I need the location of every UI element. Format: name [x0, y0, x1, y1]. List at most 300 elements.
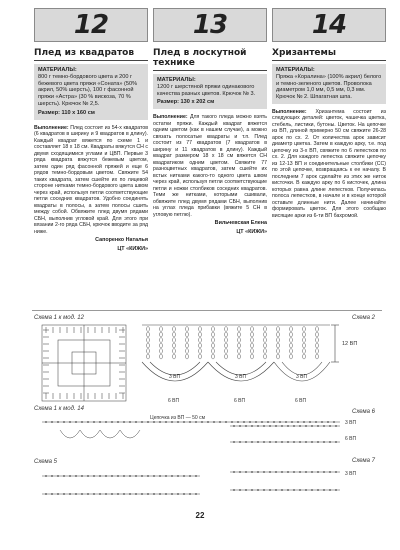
chain-stitch	[199, 332, 202, 337]
vp3-label: 3 ВП	[345, 471, 357, 477]
vp3-label: 3 ВП	[345, 420, 357, 426]
chain-stitch	[303, 332, 306, 337]
vp6-label: 6 ВП	[345, 436, 357, 442]
article-number: 12	[34, 8, 148, 42]
size-text: Размер: 110 х 160 см	[38, 109, 95, 116]
stitch-dot	[123, 475, 125, 477]
stitch-dot	[183, 493, 185, 495]
chain-stitch	[264, 338, 267, 343]
stitch-dot	[317, 425, 319, 427]
stitch-dot	[287, 471, 289, 473]
stitch-dot	[245, 489, 247, 491]
stitch-dot	[183, 421, 185, 423]
stitch-dot	[317, 489, 319, 491]
stitch-dot	[257, 441, 259, 443]
stitch-dot	[233, 425, 235, 427]
stitch-dot	[303, 421, 305, 423]
stitch-dot	[147, 475, 149, 477]
chain-stitch	[212, 354, 215, 359]
chain-stitch	[186, 354, 189, 359]
stitch-dot	[147, 493, 149, 495]
stitch-dot	[335, 425, 337, 427]
stitch-dot	[123, 493, 125, 495]
petal-chain-diagram	[142, 325, 339, 381]
chain-stitch	[277, 332, 280, 337]
stitch-dot	[323, 441, 325, 443]
chain-stitch	[160, 327, 163, 332]
stitch-dot	[135, 475, 137, 477]
size-text: Размер: 130 х 202 см	[157, 99, 215, 106]
stitch-dot	[177, 421, 179, 423]
stitch-dot	[305, 489, 307, 491]
shop: ЦТ «КИЖИ»	[236, 228, 267, 235]
materials-heading: МАТЕРИАЛЫ:	[276, 67, 315, 73]
stitch-dot	[269, 489, 271, 491]
chain-stitch	[303, 338, 306, 343]
stitch-dot	[159, 421, 161, 423]
chain-stitch	[225, 327, 228, 332]
stitch-dot	[207, 421, 209, 423]
stitch-dot	[57, 493, 59, 495]
chain-stitch	[238, 354, 241, 359]
stitch-dot	[171, 421, 173, 423]
stitch-dot	[177, 475, 179, 477]
chain-stitch	[238, 327, 241, 332]
page-number: 22	[195, 511, 205, 520]
chain-stitch	[160, 349, 163, 354]
stitch-dot	[171, 475, 173, 477]
stitch-dot	[257, 471, 259, 473]
stitch-dot	[219, 421, 221, 423]
stitch-dot	[317, 471, 319, 473]
vp3-label: 3 ВП	[169, 374, 181, 380]
stitch-dot	[225, 421, 227, 423]
stitch-dot	[233, 471, 235, 473]
stitch-dot	[263, 441, 265, 443]
stitch-dot	[269, 441, 271, 443]
stitch-dot	[293, 441, 295, 443]
stitch-dot	[281, 471, 283, 473]
stitch-dot	[129, 475, 131, 477]
stitch-dot	[245, 441, 247, 443]
stitch-dot	[165, 475, 167, 477]
chain-stitch	[251, 349, 254, 354]
stitch-rows-diagram	[42, 422, 340, 494]
stitch-dot	[69, 493, 71, 495]
stitch-dot	[117, 493, 119, 495]
chain-loops	[147, 327, 319, 359]
chain-stitch	[277, 354, 280, 359]
materials-heading: МАТЕРИАЛЫ:	[38, 67, 77, 73]
stitch-dot	[239, 471, 241, 473]
article-title: Хризантемы	[272, 48, 386, 61]
stitch-dot	[311, 441, 313, 443]
stitch-dot	[327, 421, 329, 423]
stitch-dot	[105, 493, 107, 495]
stitch-dot	[287, 489, 289, 491]
article-title: Плед из квадратов	[34, 48, 148, 61]
stitch-dot	[269, 425, 271, 427]
stitch-dot	[251, 425, 253, 427]
materials-text: 1200 г шерстяной пряжи одинакового качества разных цветов. Крючок № 3.	[157, 83, 256, 97]
stitch-dot	[177, 493, 179, 495]
chain-stitch	[147, 332, 150, 337]
stitch-dot	[189, 493, 191, 495]
stitch-dot	[263, 471, 265, 473]
chain-stitch	[212, 327, 215, 332]
instructions-body: Для такого пледа можно взять остатки пряжи. Каждый квадрат вяжется одним цветом (как в нашем случае), а можно связать полосатые квадраты и т.п. Плед состоит из 77 квадратов (7 квадратов в ширину и 11 квадратов в длину). Каждый квадрат размером 18 х 18 см вяжется СН квадратиком одним цветом. Свяжите 77 разноцветных квадратов, затем сшейте их встык нитками какого-то одного цвета швом через край, используя петли соответствующие петли и ножки столбиков соседних квадратов. Теми же нитками, которыми сшивали, обвяжите плед двумя рядами СБН, выполнив на углах пледа прибавки (вяжите 5 СН в угловую петлю).	[153, 114, 267, 218]
chain-stitch	[264, 343, 267, 348]
materials-heading: МАТЕРИАЛЫ:	[157, 77, 196, 83]
chain-stitch	[290, 327, 293, 332]
chain-stitch	[225, 343, 228, 348]
chain-stitch	[212, 338, 215, 343]
chain-stitch	[186, 349, 189, 354]
stitch-dot	[195, 475, 197, 477]
stitch-dot	[299, 471, 301, 473]
stitch-dot	[99, 493, 101, 495]
stitch-dot	[293, 471, 295, 473]
vp6-label: 6 ВП	[168, 398, 180, 404]
chain-stitch	[160, 338, 163, 343]
chain-length-label: Цепочка из ВП — 50 см	[150, 415, 205, 421]
chain-stitch	[186, 332, 189, 337]
stitch-dot	[287, 441, 289, 443]
chain-stitch	[225, 349, 228, 354]
chain-stitch	[277, 338, 280, 343]
chain-stitch	[212, 343, 215, 348]
chain-stitch	[147, 343, 150, 348]
stitch-dot	[305, 425, 307, 427]
stitch-dot	[335, 471, 337, 473]
instructions-label: Выполнение:	[34, 124, 69, 131]
stitch-dot	[99, 421, 101, 423]
chain-stitch	[238, 338, 241, 343]
stitch-dot	[297, 421, 299, 423]
scheme-6-label: Схема 6	[352, 409, 375, 415]
stitch-dot	[287, 425, 289, 427]
chain-stitch	[290, 354, 293, 359]
stitch-dot	[147, 421, 149, 423]
chain-stitch	[303, 349, 306, 354]
stitch-dot	[141, 475, 143, 477]
stitch-dot	[237, 421, 239, 423]
stitch-dot	[63, 493, 65, 495]
chain-stitch	[147, 354, 150, 359]
stitch-dot	[255, 421, 257, 423]
stitch-dot	[329, 425, 331, 427]
chain-stitch	[316, 327, 319, 332]
stitch-dot	[323, 471, 325, 473]
scheme-3-label: Схема 1 к мод. 14	[34, 406, 84, 412]
vp6-label: 6 ВП	[295, 398, 307, 404]
chain-stitch	[303, 327, 306, 332]
stitch-dot	[239, 441, 241, 443]
stitch-dot	[93, 421, 95, 423]
chain-stitch	[199, 327, 202, 332]
stitch-dot	[45, 493, 47, 495]
stitch-dot	[141, 493, 143, 495]
chain-stitch	[290, 349, 293, 354]
chain-stitch	[316, 354, 319, 359]
chain-stitch	[225, 332, 228, 337]
stitch-dot	[189, 421, 191, 423]
chain-stitch	[251, 332, 254, 337]
stitch-dot	[141, 421, 143, 423]
chain-stitch	[212, 332, 215, 337]
chain-stitch	[199, 343, 202, 348]
chain-stitch	[290, 343, 293, 348]
chain-stitch	[264, 354, 267, 359]
stitch-dot	[321, 421, 323, 423]
chain-stitch	[173, 338, 176, 343]
stitch-dot	[111, 493, 113, 495]
stitch-dot	[231, 421, 233, 423]
stitch-dot	[273, 421, 275, 423]
stitch-dot	[87, 493, 89, 495]
stitch-dot	[111, 475, 113, 477]
stitch-dot	[323, 489, 325, 491]
stitch-dot	[275, 489, 277, 491]
stitch-dot	[311, 471, 313, 473]
chain-stitch	[147, 338, 150, 343]
stitch-dot	[69, 475, 71, 477]
stitch-dot	[233, 441, 235, 443]
chain-stitch	[316, 338, 319, 343]
stitch-dot	[305, 441, 307, 443]
stitch-dot	[45, 421, 47, 423]
stitch-dot	[117, 421, 119, 423]
stitch-dot	[99, 475, 101, 477]
vp3-label: 3 ВП	[296, 374, 308, 380]
stitch-dot	[57, 421, 59, 423]
instructions-label: Выполнение:	[272, 108, 307, 115]
chain-stitch	[173, 327, 176, 332]
square-grid-diagram	[42, 325, 126, 401]
stitch-dot	[81, 475, 83, 477]
chain-stitch	[238, 349, 241, 354]
stitch-dot	[329, 489, 331, 491]
chain-stitch	[251, 338, 254, 343]
chain-stitch	[251, 343, 254, 348]
stitch-dot	[329, 471, 331, 473]
chain-stitch	[225, 354, 228, 359]
stitch-dot	[57, 475, 59, 477]
stitch-dot	[153, 493, 155, 495]
stitch-dot	[309, 421, 311, 423]
stitch-dot	[153, 421, 155, 423]
stitch-dot	[111, 421, 113, 423]
stitch-dot	[213, 421, 215, 423]
stitch-dot	[233, 489, 235, 491]
stitch-dot	[165, 493, 167, 495]
chain-stitch	[316, 343, 319, 348]
stitch-dot	[239, 489, 241, 491]
chain-stitch	[173, 349, 176, 354]
stitch-dot	[195, 493, 197, 495]
chain-stitch	[199, 338, 202, 343]
materials-text: 800 г темно-бордового цвета и 200 г бежевого цвета пряжи «Соната» (50% акрил, 50% шерсть), 100 г фасонной пряжи «Астра» (30 % вискоза, 70 % шерсть). Крючок № 2,5.	[38, 73, 138, 107]
chain-stitch	[316, 349, 319, 354]
stitch-dot	[251, 441, 253, 443]
stitch-dot	[251, 489, 253, 491]
stitch-dot	[189, 475, 191, 477]
stitch-dot	[315, 421, 317, 423]
stitch-dot	[171, 493, 173, 495]
chain-stitch	[147, 349, 150, 354]
stitch-dot	[105, 421, 107, 423]
stitch-dot	[293, 425, 295, 427]
stitch-dot	[279, 421, 281, 423]
stitch-dot	[159, 475, 161, 477]
stitch-dot	[305, 471, 307, 473]
stitch-dot	[299, 489, 301, 491]
chain-stitch	[290, 332, 293, 337]
chain-stitch	[277, 327, 280, 332]
chain-stitch	[303, 343, 306, 348]
chain-stitch	[173, 354, 176, 359]
chain-stitch	[290, 338, 293, 343]
stitch-dot	[51, 493, 53, 495]
stitch-dot	[63, 421, 65, 423]
stitch-dot	[81, 493, 83, 495]
chain-stitch	[225, 338, 228, 343]
stitch-dot	[245, 471, 247, 473]
scheme-7-label: Схема 7	[352, 458, 375, 464]
stitch-dots	[45, 421, 337, 495]
stitch-dot	[75, 475, 77, 477]
chain-stitch	[264, 327, 267, 332]
chain-stitch	[186, 343, 189, 348]
chain-stitch	[199, 354, 202, 359]
stitch-dot	[135, 493, 137, 495]
stitch-dot	[329, 441, 331, 443]
stitch-dot	[165, 421, 167, 423]
shop: ЦТ «КИЖИ»	[117, 245, 148, 252]
stitch-dot	[333, 421, 335, 423]
stitch-dot	[275, 471, 277, 473]
instructions-body: Плед состоит из 54-х квадратов (6 квадратов в ширину и 9 квадратов в длину). Каждый квадрат вяжется по схеме 1 и составляет 18 х 18 см. Квадраты вяжутся СН с двумя сходящимися углами и ЦВП. Первые 3 ряда квадрата вяжутся бежевым цветом, затем один ряд фасонной пряжей и еще 6 рядов темно-бордовым цветом. Свяжите 54 таких квадрата, затем сшейте их по лицевой стороне нитками темно-бордового цвета швом через край, используя петли соответствующие петли соседних квадратов. Удобно соединять квадраты в полосы, а затем полосы сшить между собой. Обвяжите плед двумя рядами СБН, выполнив угловой край. Для этого при вязании 2-го ряда СБН, крючок вводите за ряд ниже.	[34, 124, 148, 235]
author: Сапоренко Наталья	[95, 237, 148, 244]
stitch-dot	[267, 421, 269, 423]
stitch-dot	[299, 441, 301, 443]
chain-stitch	[264, 332, 267, 337]
stitch-dot	[51, 475, 53, 477]
stitch-dot	[45, 475, 47, 477]
stitch-dot	[201, 421, 203, 423]
vp6-label: 6 ВП	[234, 398, 246, 404]
article-number: 14	[272, 8, 386, 42]
chain-stitch	[316, 332, 319, 337]
chain-stitch	[264, 349, 267, 354]
stitch-dot	[159, 493, 161, 495]
chain-stitch	[186, 338, 189, 343]
stitch-dot	[275, 441, 277, 443]
stitch-dot	[263, 425, 265, 427]
stitch-dot	[311, 489, 313, 491]
stitch-dot	[117, 475, 119, 477]
stitch-dot	[75, 493, 77, 495]
chain-stitch	[160, 354, 163, 359]
stitch-dot	[81, 421, 83, 423]
materials-text: Пряжа «Коралина» (100% акрил) белого и темно-зеленого цветов. Проволока диаметром 1,0 мм, 0,5 мм, 0,3 мм. Крючок № 2. Шпагатная шпа.	[276, 73, 382, 101]
article-title: Плед в лоскутной технике	[153, 48, 267, 71]
stitch-dot	[93, 493, 95, 495]
vp12-label: 12 ВП	[342, 341, 358, 347]
stitch-dot	[261, 421, 263, 423]
stitch-dot	[63, 475, 65, 477]
scheme-1-label: Схема 1 к мод. 12	[34, 315, 84, 321]
chain-stitch	[251, 354, 254, 359]
stitch-dot	[239, 425, 241, 427]
stitch-dot	[183, 475, 185, 477]
instructions-body: Хризантема состоит из следующих деталей: цветок, чашечка цветка, стебель, листики, бутоны. Цветок. На цепочке из ВП, длиной примерно 50 см свяжите 26-28 арок по сх. 2. От количества арок зависит диаметр цветка. Затем в каждую арку, т.е. под цепочку из 3-х ВП, свяжите по 6 лепестков по сх. 2. Для каждого лепестка свяжите цепочку из 12-13 ВП и соединительные столбики (СС) по этой цепочке, возвращаясь к ее началу. В последнем 7 арок сделайте из этих же ниток кисточки. В каждую арку по 6 кисточек, длина которых равна длине лепестков. Получилась полоса лепестков, в начале и в конце которой оставьте длинные нити. Далее начинайте формировать цветок. Для этого сообщаю висящие арки из 6-ти ВП бахромой.	[272, 108, 386, 219]
stitch-dot	[87, 421, 89, 423]
stitch-dot	[69, 421, 71, 423]
stitch-dot	[281, 441, 283, 443]
stitch-dot	[195, 421, 197, 423]
vp3-label: 3 ВП	[235, 374, 247, 380]
stitch-dot	[335, 441, 337, 443]
stitch-dot	[51, 421, 53, 423]
chain-stitch	[277, 343, 280, 348]
scheme-5-label: Схема 5	[34, 459, 57, 465]
chain-stitch	[277, 349, 280, 354]
scheme-2-label: Схема 2	[352, 315, 375, 321]
chain-stitch	[238, 332, 241, 337]
stitch-dot	[291, 421, 293, 423]
chain-stitch	[173, 343, 176, 348]
stitch-dot	[105, 475, 107, 477]
chain-stitch	[173, 332, 176, 337]
stitch-dot	[249, 421, 251, 423]
chain-stitch	[238, 343, 241, 348]
chain-stitch	[186, 327, 189, 332]
stitch-dot	[129, 493, 131, 495]
article-number: 13	[153, 8, 267, 42]
stitch-dot	[93, 475, 95, 477]
stitch-dot	[153, 475, 155, 477]
stitch-dot	[317, 441, 319, 443]
author: Вильчевская Елена	[214, 220, 267, 227]
stitch-dot	[293, 489, 295, 491]
chain-stitch	[303, 354, 306, 359]
stitch-dot	[245, 425, 247, 427]
stitch-dot	[135, 421, 137, 423]
stitch-dot	[285, 421, 287, 423]
instructions-label: Выполнение:	[153, 114, 188, 121]
stitch-dot	[281, 489, 283, 491]
stitch-dot	[87, 475, 89, 477]
stitch-dot	[129, 421, 131, 423]
chain-stitch	[160, 343, 163, 348]
stitch-dot	[275, 425, 277, 427]
stitch-dot	[311, 425, 313, 427]
chain-stitch	[160, 332, 163, 337]
stitch-dot	[269, 471, 271, 473]
stitch-dot	[335, 489, 337, 491]
chain-stitch	[251, 327, 254, 332]
stitch-dot	[75, 421, 77, 423]
stitch-dot	[263, 489, 265, 491]
stitch-dot	[251, 471, 253, 473]
stitch-dot	[299, 425, 301, 427]
stitch-dot	[257, 489, 259, 491]
stitch-dot	[281, 425, 283, 427]
stitch-dot	[323, 425, 325, 427]
stitch-dot	[257, 425, 259, 427]
chain-stitch	[147, 327, 150, 332]
